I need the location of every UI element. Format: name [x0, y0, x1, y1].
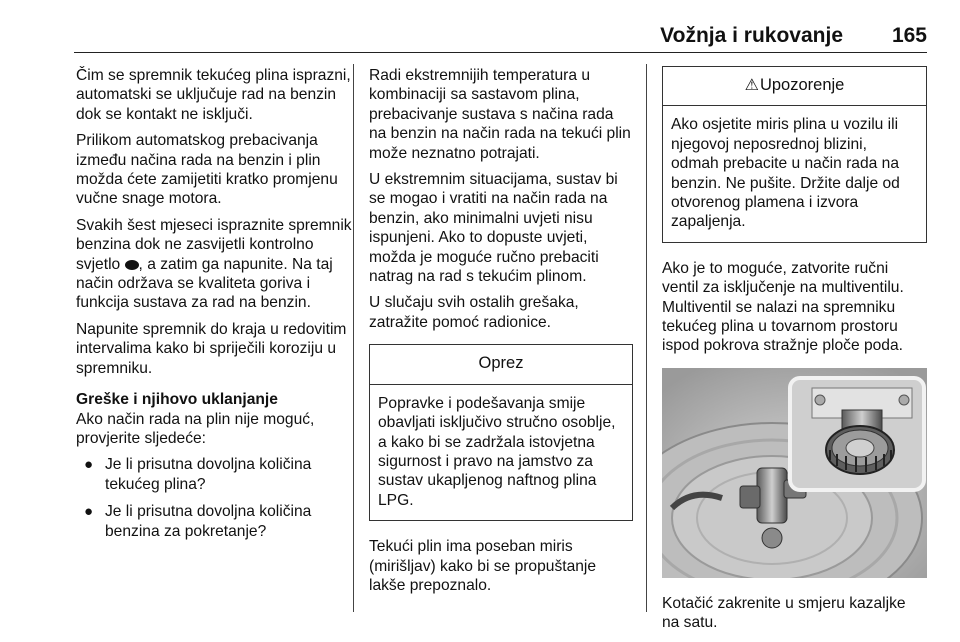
- page-number: 165: [891, 24, 927, 47]
- warning-title: Upozorenje: [759, 76, 845, 94]
- paragraph: Tekući plin ima poseban miris (mirišljav) kako bi se propuštanje lakše prepoznalo.: [369, 538, 597, 594]
- multivalve-illustration: [662, 368, 927, 578]
- column-left: [76, 66, 352, 549]
- list-item: [76, 502, 352, 541]
- list-item-text: Je li prisutna dovoljna količina benzina za pokretanje?: [105, 503, 312, 540]
- paragraph: U slučaju svih ostalih grešaka, zatražite pomoć radionice.: [369, 294, 579, 331]
- section-heading: Greške i njihovo uklanjanje: [76, 391, 278, 409]
- paragraph: [76, 216, 352, 313]
- bullet-icon: ●: [84, 456, 94, 474]
- list-item-text: Je li prisutna dovoljna količina tekućeg plina?: [105, 456, 312, 493]
- column-middle: [369, 66, 633, 602]
- column-right: [662, 66, 927, 640]
- paragraph: Čim se spremnik tekućeg plina isprazni, automatski se uključuje rad na benzin dok se kontakt ne isključi.: [76, 67, 351, 123]
- paragraph: Ako način rada na plin nije moguć, provjerite sljedeće:: [76, 410, 315, 447]
- paragraph: Radi ekstremnijih temperatura u kombinaciji sa sastavom plina, prebacivanje sustava s načina rada na benzin na način rada na tekući plin može neznatno potrajati.: [369, 67, 631, 162]
- caution-title: Oprez: [370, 345, 632, 384]
- paragraph: Napunite spremnik do kraja u redovitim intervalima kako bi spriječili koroziju u spremniku.: [76, 320, 347, 377]
- header-rule: [74, 52, 927, 53]
- paragraph: Kotačić zakrenite u smjeru kazaljke na satu.: [662, 594, 906, 632]
- paragraph: Prilikom automatskog prebacivanja između načina rada na benzin i plin možda ćete zamijetiti kratko promjenu vučne snage motora.: [76, 132, 338, 208]
- list-item: [76, 455, 352, 494]
- warning-text: Ako osjetite miris plina u vozilu ili njegovoj neposrednoj blizini, odmah prebacite u način rada na benzin. Ne pušite. Držite dalje od otvorenog plamena i izvora zapaljenja.: [671, 116, 900, 231]
- checklist: [76, 455, 352, 541]
- caution-box: [369, 344, 633, 521]
- bullet-icon: ●: [84, 503, 94, 521]
- paragraph: U ekstremnim situacijama, sustav bi se mogao i vratiti na način rada na benzin, ako minimalni uvjeti nisu ispunjeni. Ako to dopuste uvjeti, možda je moguće ručno prebaciti natrag na rad s tekućim plinom.: [369, 171, 618, 286]
- caution-text: Popravke i podešavanja smije obavljati isključivo stručno osoblje, a kako bi se zadržala istovjetna sigurnost i pravo na jamstvo za sustav ukapljenog naftnog plina LPG.: [378, 394, 616, 509]
- column-divider: [646, 64, 647, 612]
- warning-triangle-icon: ⚠: [744, 77, 759, 94]
- page-header: [74, 24, 927, 54]
- paragraph-text: , a zatim ga napunite. Na taj način održava se kvaliteta goriva i funkcija sustava za rad na benzin.: [76, 255, 333, 312]
- column-divider: [353, 64, 354, 612]
- warning-box: [662, 66, 927, 243]
- warning-heading: [663, 67, 926, 106]
- paragraph-text: Svakih šest mjeseci ispraznite spremnik benzina dok ne zasvijetli kontrolno svjetlo: [76, 216, 352, 273]
- control-lamp-icon: [125, 260, 139, 270]
- header-title: Vožnja i rukovanje: [660, 24, 843, 47]
- paragraph: Ako je to moguće, zatvorite ručni ventil za isključenje na multiventilu. Multiventil se nalazi na spremniku tekućeg plina u tovarnom prostoru ispod pokrova stražnje ploče poda.: [662, 259, 904, 355]
- multivalve-drawing: [662, 368, 927, 578]
